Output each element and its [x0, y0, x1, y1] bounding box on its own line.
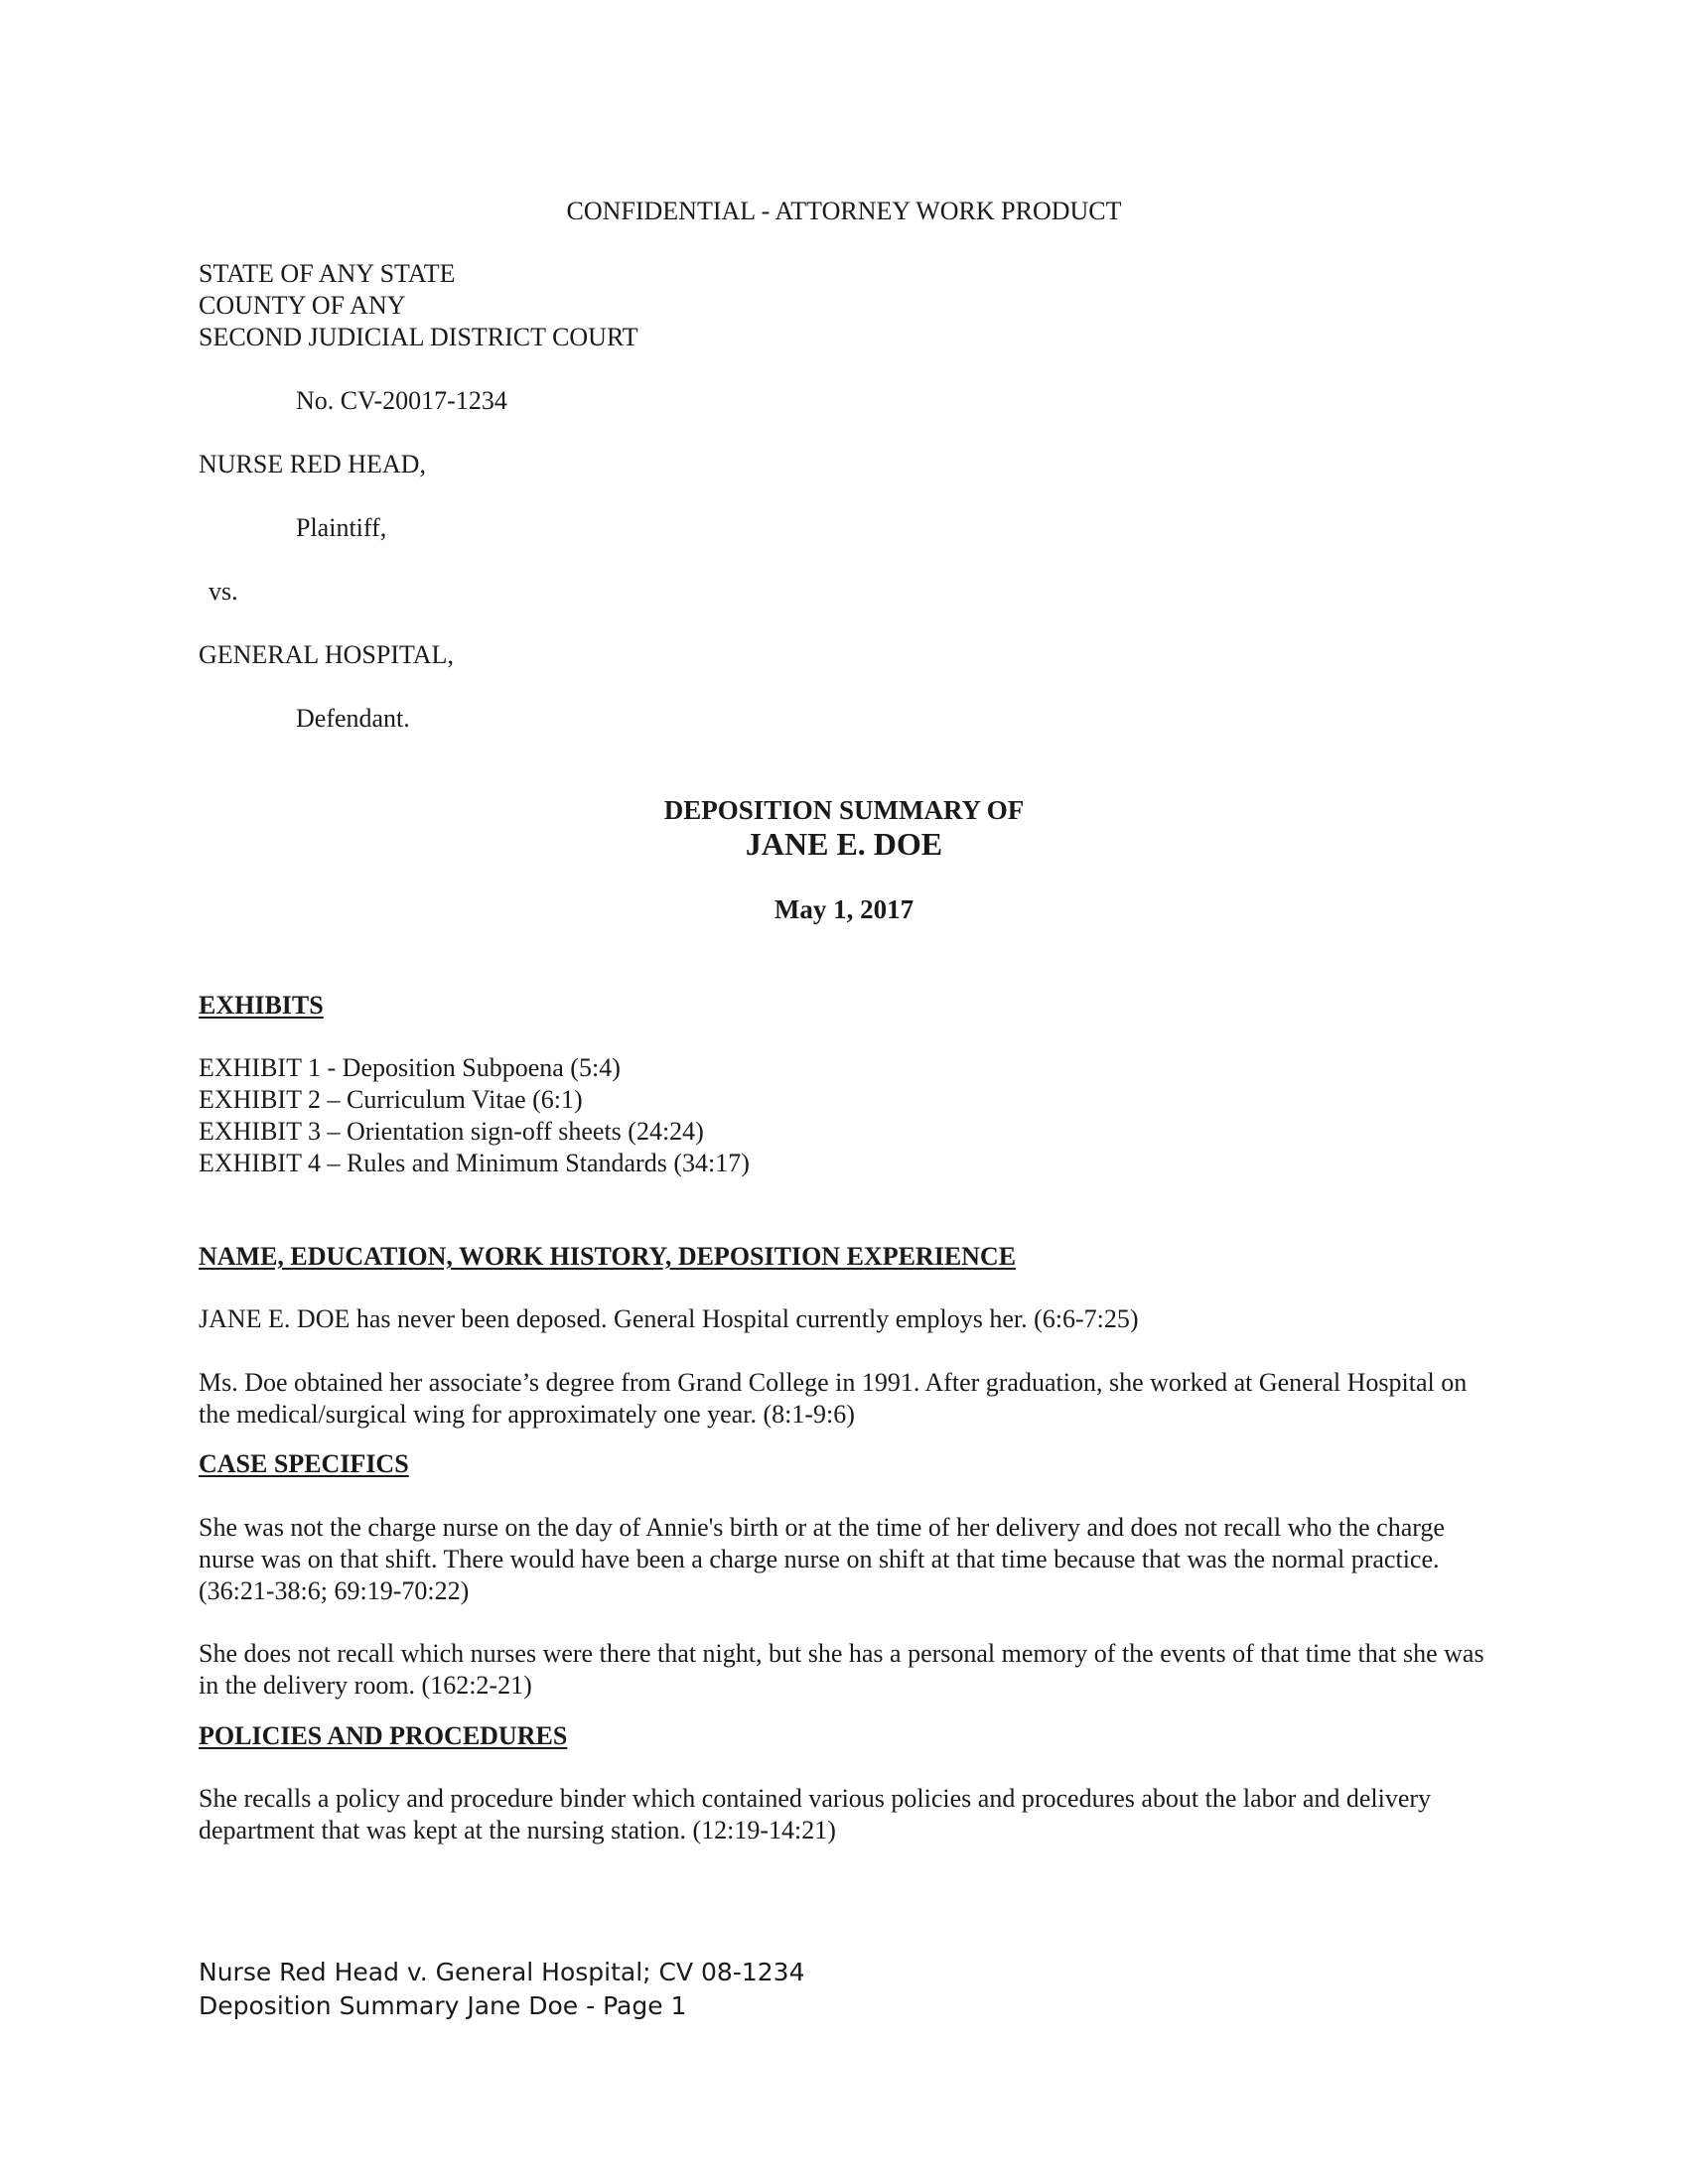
footer-page-label: Deposition Summary Jane Doe - Page 1	[199, 1991, 687, 2020]
court-name: SECOND JUDICIAL DISTRICT COURT	[199, 323, 638, 351]
court-county: COUNTY OF ANY	[199, 291, 406, 320]
footer-case-caption: Nurse Red Head v. General Hospital; CV 08-1234	[199, 1958, 805, 1986]
court-state: STATE OF ANY STATE	[199, 259, 456, 288]
exhibit-item: EXHIBIT 1 - Deposition Subpoena (5:4)	[199, 1053, 621, 1082]
case-specifics-paragraph: She does not recall which nurses were there that night, but she has a personal memory of the events of that time that she was in the delivery room. (162:2-21)	[199, 1639, 1484, 1700]
plaintiff-role: Plaintiff,	[296, 513, 387, 542]
exhibit-item: EXHIBIT 2 – Curriculum Vitae (6:1)	[199, 1085, 583, 1114]
summary-title: DEPOSITION SUMMARY OF	[663, 795, 1025, 825]
case-number: No. CV-20017-1234	[296, 386, 507, 415]
background-paragraph: JANE E. DOE has never been deposed. General Hospital currently employs her. (6:6-7:25)	[199, 1304, 1139, 1333]
background-heading: NAME, EDUCATION, WORK HISTORY, DEPOSITION EXPERIENCE	[199, 1242, 1017, 1271]
defendant-name: GENERAL HOSPITAL,	[199, 640, 454, 669]
case-specifics-paragraph: She was not the charge nurse on the day of Annie's birth or at the time of her delivery and does not recall who the charge nurse was on that shift. There would have been a charge nurse on shift at that time because that was the normal practice. (36:21-38:6; 69:19-70:22)	[199, 1513, 1445, 1605]
case-specifics-heading: CASE SPECIFICS	[199, 1449, 409, 1478]
policies-paragraph: She recalls a policy and procedure binder which contained various policies and procedures about the labor and delivery department that was kept at the nursing station. (12:19-14:21)	[199, 1784, 1432, 1844]
plaintiff-name: NURSE RED HEAD,	[199, 450, 426, 478]
deponent-name: JANE E. DOE	[745, 826, 943, 862]
versus: vs.	[209, 577, 238, 606]
policies-heading: POLICIES AND PROCEDURES	[199, 1721, 568, 1750]
defendant-role: Defendant.	[296, 704, 410, 733]
exhibits-heading: EXHIBITS	[199, 991, 324, 1020]
background-paragraph: Ms. Doe obtained her associate’s degree from Grand College in 1991. After graduation, she worked at General Hospital on the medical/surgical wing for approximately one year. (8:1-9:6)	[199, 1368, 1468, 1429]
deposition-date: May 1, 2017	[774, 894, 914, 924]
confidentiality-header: CONFIDENTIAL - ATTORNEY WORK PRODUCT	[566, 197, 1122, 225]
exhibit-item: EXHIBIT 3 – Orientation sign-off sheets (24:24)	[199, 1117, 704, 1146]
exhibit-item: EXHIBIT 4 – Rules and Minimum Standards (34:17)	[199, 1149, 750, 1177]
